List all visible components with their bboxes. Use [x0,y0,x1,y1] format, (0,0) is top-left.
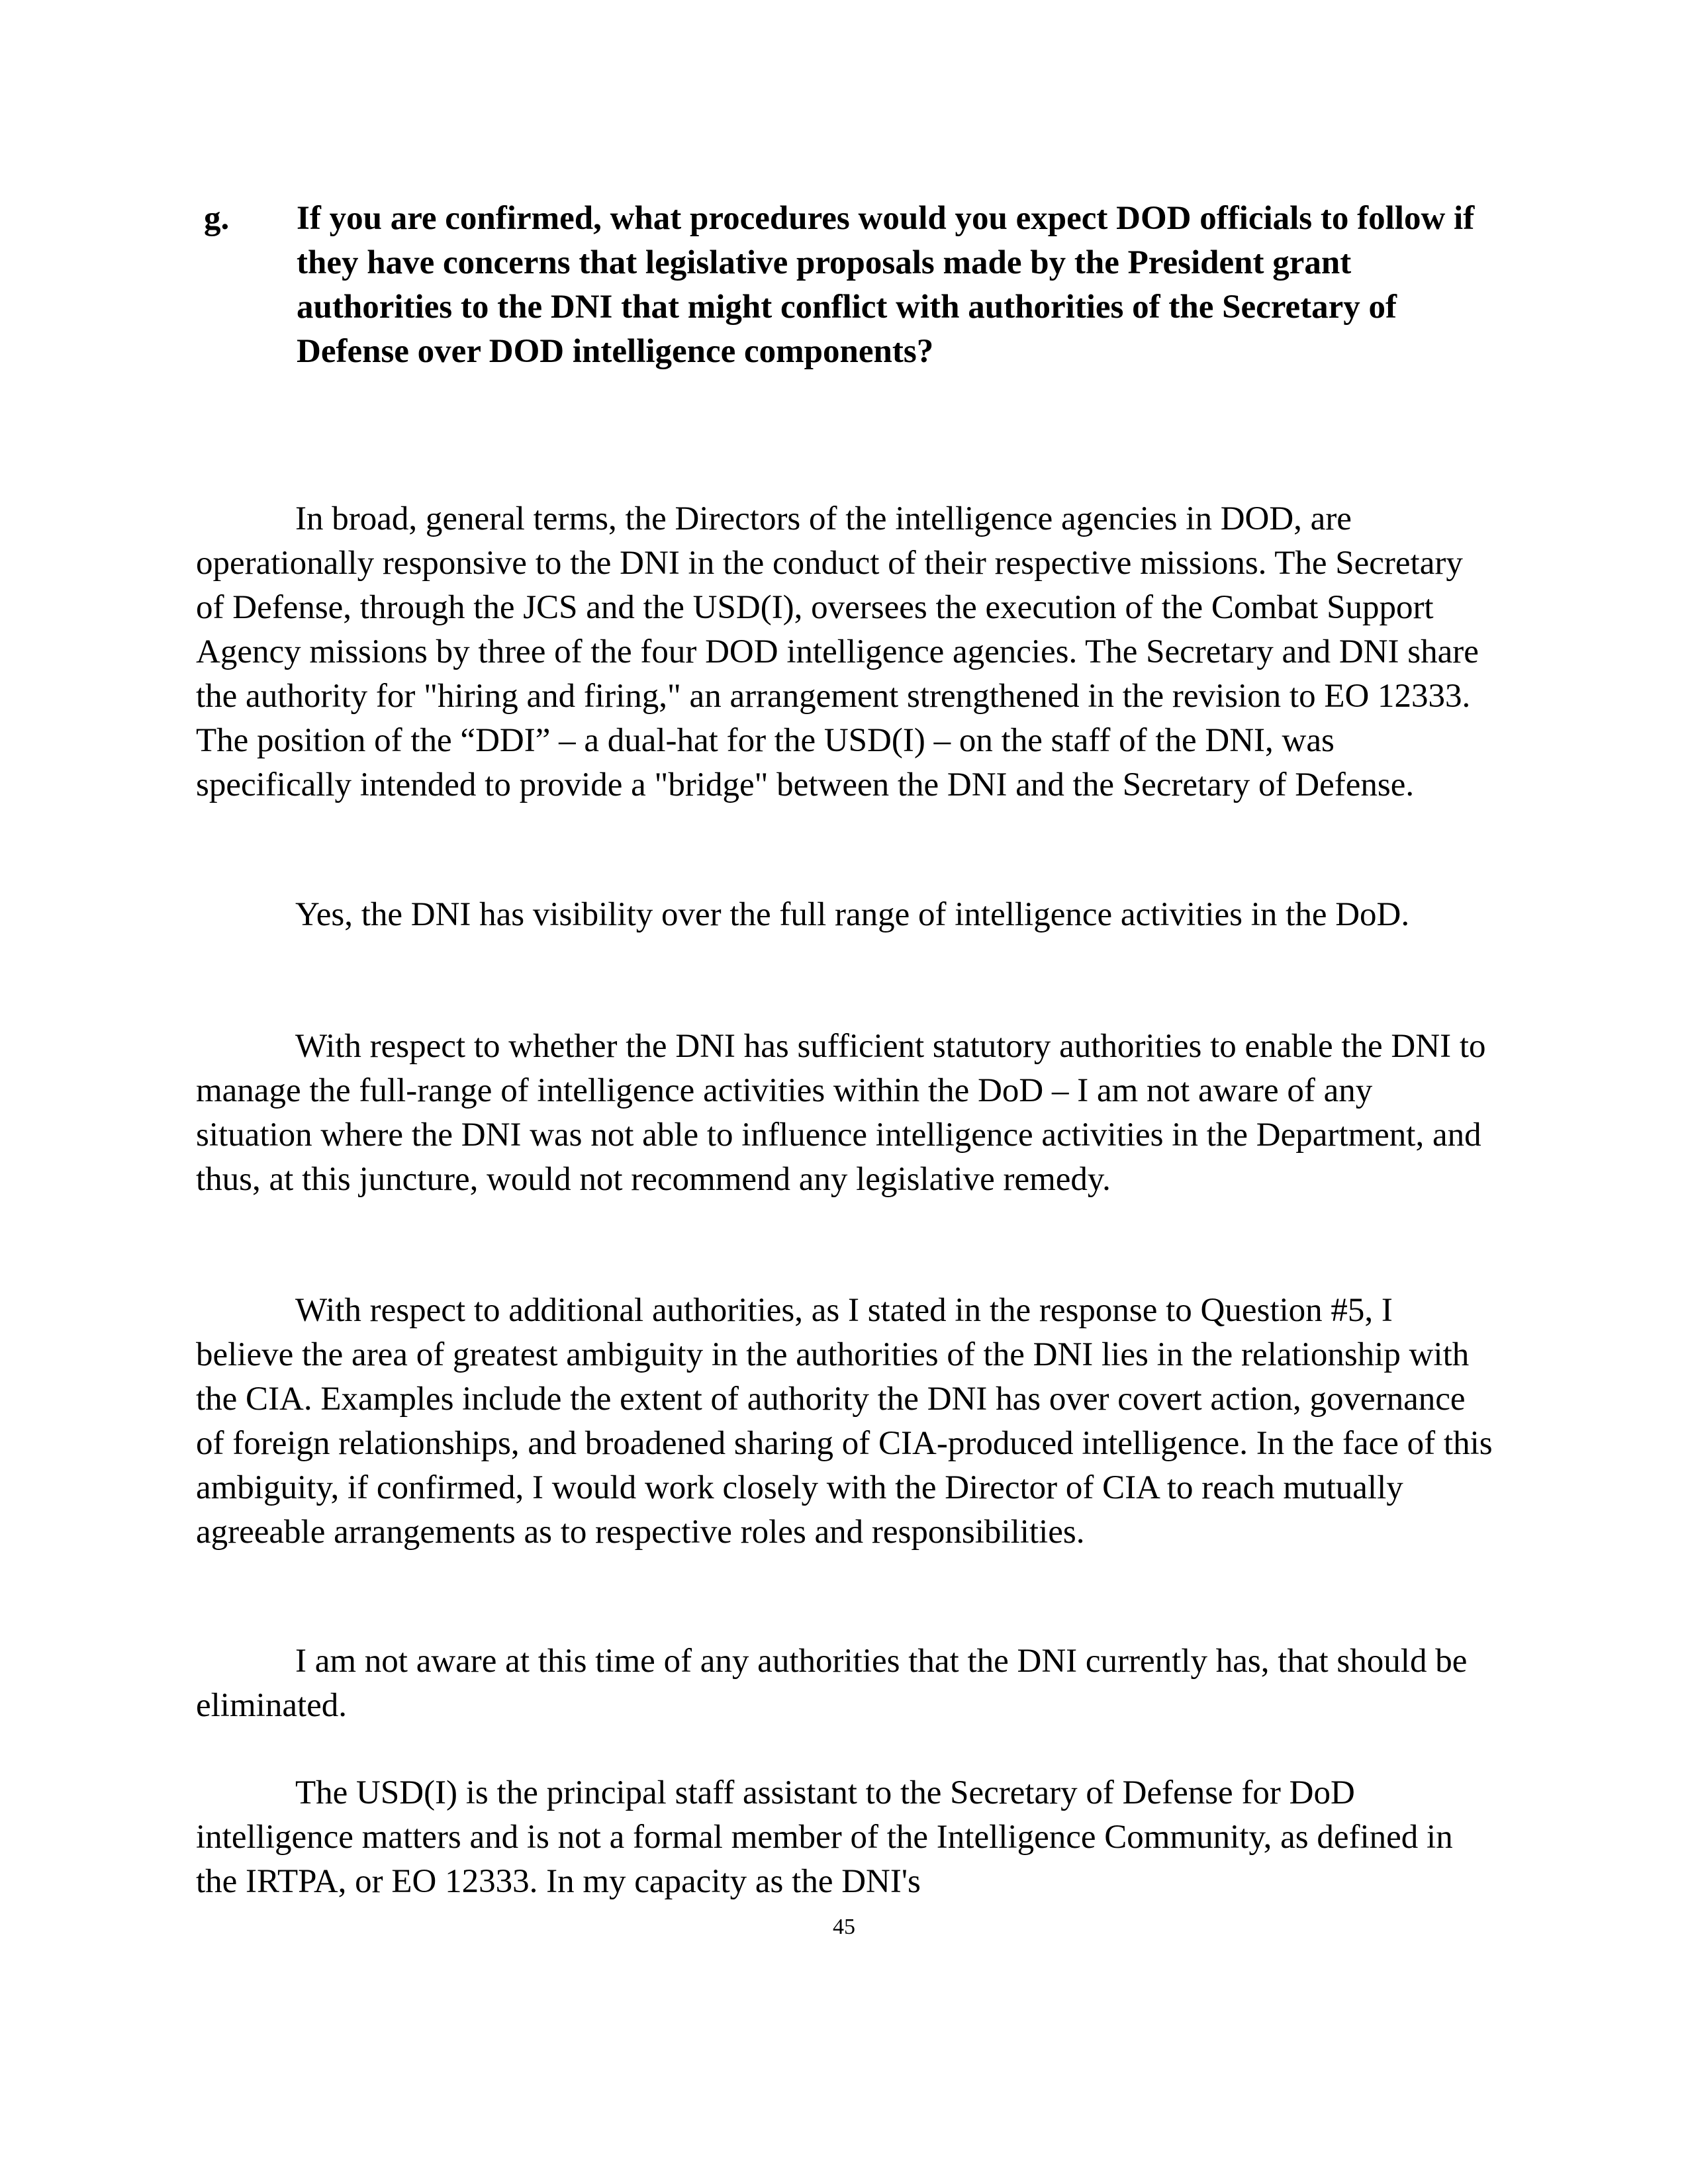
answer-paragraph-3: With respect to whether the DNI has sufficient statutory authorities to enable the DNI to manage the full-range of intelligence activities within the DoD – I am not aware of any situation where the DNI was not able to influence intelligence activities in the Department, and thus, at this juncture, would not recommend any legislative remedy. [196,1028,1486,1198]
answer-paragraph-6: The USD(I) is the principal staff assistant to the Secretary of Defense for DoD intelligence matters and is not a formal member of the Intelligence Community, as defined in the IRTPA, or EO 12333. In my capacity as the DNI's [196,1774,1453,1900]
question-marker: g. [204,200,230,237]
answer-paragraph-2: Yes, the DNI has visibility over the full range of intelligence activities in the DoD. [295,896,1410,933]
question-g [204,197,1501,374]
question-text: If you are confirmed, what procedures would you expect DOD officials to follow if they have concerns that legislative proposals made by the President grant authorities to the DNI that might conflict with authorities of the Secretary of Defense over DOD intelligence components? [297,200,1475,370]
answer-paragraph-5: I am not aware at this time of any authorities that the DNI currently has, that should be eliminated. [196,1643,1468,1724]
answer-paragraph-4: With respect to additional authorities, as I stated in the response to Question #5, I believe the area of greatest ambiguity in the authorities of the DNI lies in the relationship with the CIA. Examples include the extent of authority the DNI has over covert action, governance of foreign relationships, and broadened sharing of CIA-produced intelligence. In the face of this ambiguity, if confirmed, I would work closely with the Director of CIA to reach mutually agreeable arrangements as to respective roles and responsibilities. [196,1292,1493,1551]
answer-paragraph-1: In broad, general terms, the Directors of the intelligence agencies in DOD, are operationally responsive to the DNI in the conduct of their respective missions. The Secretary of Defense, through the JCS and the USD(I), oversees the execution of the Combat Support Agency missions by three of the four DOD intelligence agencies. The Secretary and DNI share the authority for "hiring and firing," an arrangement strengthened in the revision to EO 12333. The position of the “DDI” – a dual-hat for the USD(I) – on the staff of the DNI, was specifically intended to provide a "bridge" between the DNI and the Secretary of Defense. [196,500,1479,803]
page-number: 45 [833,1915,855,1939]
